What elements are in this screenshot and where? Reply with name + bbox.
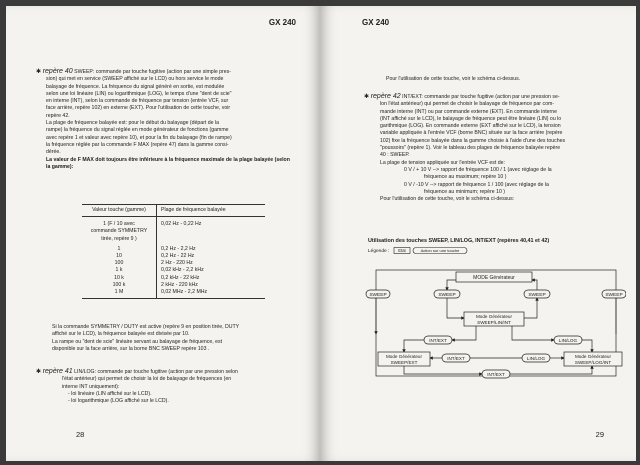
- range-key: 1 M: [82, 289, 157, 299]
- table-row: [82, 243, 265, 253]
- col2-header: Plage de fréquence balayée: [157, 205, 266, 217]
- action-int-ext-upper-label: INT/EXT: [429, 337, 447, 343]
- line: selon une loi linéaire (LIN) ou logarithmique (LOG), le temps d'une "dent de scie": [46, 90, 232, 97]
- line: interne INT uniquement):: [62, 383, 120, 390]
- line: La rampe ou "dent de scie" linéaire servant au balayage de fréquence, est: [52, 338, 223, 345]
- page-header: GX 240: [268, 18, 296, 27]
- range-key: tirée, repère 9 ): [82, 236, 157, 243]
- line: en interne (INT), selon la commande de fréquence par tension (entrée VCF, sur: [46, 98, 229, 105]
- range-key: 1: [82, 243, 157, 253]
- action-sweep-center-right-label: SWEEP: [528, 292, 546, 298]
- legend-label: Légende :: [368, 249, 390, 254]
- range-key: 100 k: [82, 282, 157, 289]
- table-row: [82, 228, 265, 235]
- state-sweep-ext-line2: SWEEP/EXT: [390, 360, 418, 365]
- legend-state-text: Etat: [398, 248, 406, 253]
- repere-41-marker: repère 41: [42, 368, 73, 375]
- line: l'état antérieur) qui permet de choisir la loi de balayage de fréquences (en: [62, 376, 232, 383]
- line: balayage de fréquence. La fréquence du signal généré en sortie, est modulée: [46, 83, 225, 90]
- voltage-range: fréquence au maximum; repère 10 ): [424, 174, 507, 181]
- line: face arrière, repère 102) en externe (EXT). Pour l'utilisation de cette touche, voir: [46, 105, 231, 112]
- line: disponible sur la face arrière, sur la borne BNC SWEEP repère 103 .: [52, 345, 210, 352]
- action-sweep-left-label: SWEEP: [369, 292, 387, 298]
- line: rampe) la fréquence du signal réglée en mode générateur de fonctions (gamme: [46, 127, 229, 134]
- line: mande interne (INT) ou par commande externe (EXT). En commande interne: [380, 108, 558, 115]
- state-sweep-log-int-line1: Mode Générateur: [574, 354, 612, 359]
- line: "poussoirs" (repère 1). Voir le tableau des plages de fréquence balayée repère: [380, 145, 561, 152]
- frequency-range-table: [82, 204, 265, 299]
- diagram-title: Utilisation des touches SWEEP, LIN/LOG, INT/EXT (repères 40,41 et 42): [368, 238, 550, 244]
- range-value: 0,02 kHz - 2,2 kHz: [161, 267, 204, 274]
- table-row: [82, 282, 265, 289]
- action-lin-log-lower-label: LIN/LOG: [526, 355, 546, 361]
- table-header: [82, 205, 265, 217]
- asterisk-icon: ✱: [36, 69, 43, 75]
- table-row: [82, 217, 265, 229]
- state-sweep-lin-int-line1: Mode Générateur: [475, 314, 513, 319]
- range-value: 2 Hz - 220 Hz: [161, 260, 193, 267]
- range-value: 2 kHz - 220 kHz: [161, 281, 198, 288]
- line: sion) qui met en service (SWEEP affiché sur le LCD) ou hors service le mode: [46, 76, 224, 83]
- line: LIN/LOG: commande par touche fugitive (action par une pression selon: [74, 369, 238, 375]
- table-row: [82, 275, 265, 282]
- line: lon l'état antérieur) qui permet de choisir le balayage de fréquence par com-: [380, 101, 555, 108]
- line: Pour l'utilisation de cette touche, voir le schéma ci-dessus:: [380, 196, 515, 203]
- range-value: [157, 228, 266, 235]
- right-page: [320, 6, 636, 461]
- page-header: GX 240: [362, 18, 390, 27]
- after-table-text: [52, 324, 298, 353]
- line: la fréquence réglée par la commande F MAX (repère 47) dans la gamme consi-: [46, 141, 229, 148]
- voltage-range: 0 V / + 10 V --> rapport de fréquence 100 / 1 (avec réglage de la: [404, 166, 552, 173]
- action-sweep-center-left-label: SWEEP: [438, 292, 456, 298]
- line: garithmique (LOG). En commande externe (EXT affiché sur le LCD), la tension: [380, 123, 561, 130]
- intro-line: Pour l'utilisation de cette touche, voir le schéma ci-dessus.: [386, 76, 521, 82]
- repere-40-marker: repère 40: [42, 68, 73, 75]
- repere-40-section: [36, 68, 294, 171]
- line: Si la commande SYMMETRY / DUTY est active (repère 9 en position tirée, DUTY: [52, 324, 240, 330]
- voltage-range: 0 V / -10 V --> rapport de fréquence 1 / 100 (avec réglage de la: [404, 181, 549, 188]
- line: SWEEP: commande par touche fugitive (action par une simple pres-: [74, 69, 231, 75]
- asterisk-icon: ✱: [36, 369, 43, 375]
- range-key: commande SYMMETRY: [82, 228, 157, 235]
- repere-42-section: [364, 93, 626, 203]
- line: La plage de fréquence balayée est: pour le début du balayage (départ de la: [46, 120, 220, 127]
- fmax-warning: La valeur de F MAX doit toujours être inférieure à la fréquence maximale de la plage balayée (selon la gamme):: [46, 156, 290, 170]
- table-row: [82, 260, 265, 267]
- repere-42-marker: repère 42: [370, 93, 401, 100]
- action-sweep-right-label: SWEEP: [605, 292, 623, 298]
- range-value: [157, 236, 266, 243]
- line: (INT affiché sur le LCD), le balayage de fréquence peut être linéaire (LIN) ou lo: [380, 115, 562, 122]
- bullet: - loi logarithmique (LOG affiché sur le LCD).: [68, 398, 169, 405]
- range-key: 10: [82, 253, 157, 260]
- line: affiché sur le LCD), la fréquence balayée est divisée par 10.: [52, 331, 190, 338]
- left-page: [6, 6, 320, 461]
- state-sweep-log-int-line2: SWEEP/LOG/INT: [574, 360, 612, 365]
- line: La plage de tension appliquée sur l'entrée VCF est de:: [380, 159, 505, 166]
- line: repère 42.: [46, 112, 70, 119]
- range-value: 0,02 MHz - 2,2 MHz: [157, 289, 266, 299]
- state-sweep-lin-int-line2: SWEEP/LIN/INT: [477, 320, 511, 325]
- table-row: [82, 253, 265, 260]
- action-lin-log-upper-label: LIN/LOG: [558, 337, 578, 343]
- action-int-ext-bottom-label: INT/EXT: [487, 371, 505, 377]
- asterisk-icon: ✱: [364, 94, 371, 100]
- range-key: 100: [82, 260, 157, 267]
- page-number: 29: [595, 430, 604, 439]
- line: variable appliquée à l'entrée VCF (borne BNC) située sur la face arrière (repère: [380, 130, 563, 137]
- range-value: 0,2 kHz - 22 kHz: [161, 274, 200, 281]
- line: 40 : SWEEP.: [380, 152, 410, 159]
- line: avec repère 1 et valeur avec repère 10), et pour la fin du balayage (fin de rampe): [46, 134, 232, 141]
- state-sweep-ext-line1: Mode Générateur: [385, 354, 423, 359]
- table-row: [82, 236, 265, 243]
- voltage-range: fréquence au minimum; repère 10 ): [424, 188, 506, 195]
- legend-action-text: Action sur une touche: [420, 248, 460, 253]
- state-mode-generateur-label: MODE Générateur: [473, 275, 515, 281]
- line: INT/EXT: commande par touche fugitive (action par une pression se-: [402, 94, 560, 100]
- range-key: 1 k: [82, 267, 157, 274]
- line: 102) fixe la fréquence balayée dans la gamme choisie à l'aide d'une des touches: [380, 137, 566, 144]
- col1-header: Valeur touche (gamme): [82, 205, 157, 217]
- page-number: 28: [76, 430, 85, 439]
- action-int-ext-lower-left-label: INT/EXT: [447, 355, 465, 361]
- range-value: 0,2 Hz - 2,2 Hz: [161, 245, 196, 252]
- table-row: [82, 289, 265, 299]
- repere-41-section: [36, 368, 298, 405]
- range-value: 0,2 Hz - 22 Hz: [161, 253, 195, 260]
- range-key: 1 (F / 10 avec: [82, 217, 157, 229]
- range-key: 10 k: [82, 275, 157, 282]
- line: dérée.: [46, 149, 61, 156]
- table-row: [82, 267, 265, 274]
- sweep-state-diagram: [364, 236, 626, 386]
- bullet: - loi linéaire (LIN affiché sur le LCD).: [68, 390, 152, 397]
- range-value: 0,02 Hz - 0,22 Hz: [161, 221, 202, 228]
